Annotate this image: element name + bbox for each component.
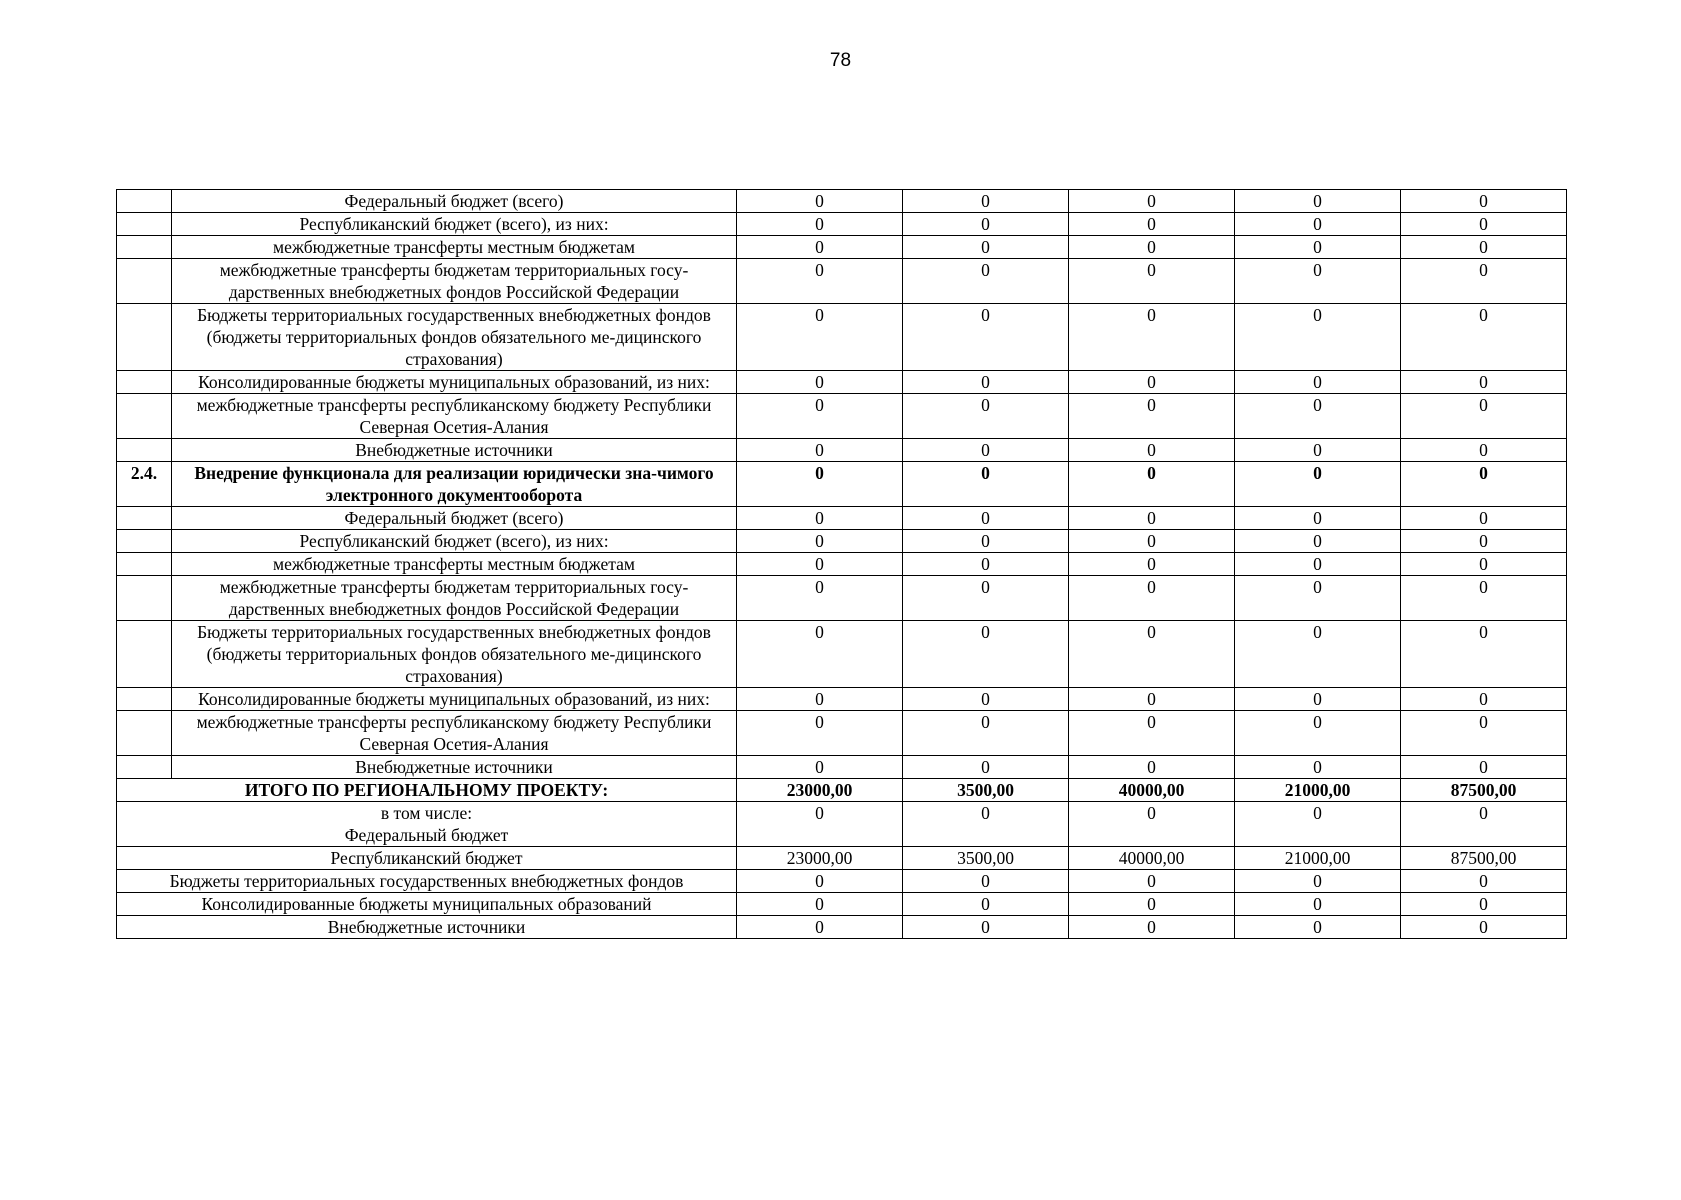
total-value-cell: 0 — [903, 893, 1069, 916]
total-value-cell: 3500,00 — [903, 779, 1069, 802]
value-cell: 0 — [737, 462, 903, 507]
value-cell: 0 — [903, 507, 1069, 530]
value-cell: 0 — [737, 756, 903, 779]
value-cell: 0 — [1401, 688, 1567, 711]
value-cell: 0 — [903, 394, 1069, 439]
row-label: Консолидированные бюджеты муниципальных образований, из них: — [172, 371, 737, 394]
value-cell: 0 — [903, 190, 1069, 213]
row-label: межбюджетные трансферты республиканскому бюджету Республики Северная Осетия-Алания — [172, 394, 737, 439]
total-row — [117, 779, 1567, 802]
value-cell: 0 — [1401, 553, 1567, 576]
row-index — [117, 213, 172, 236]
value-cell: 0 — [903, 621, 1069, 688]
total-value-cell: 0 — [1235, 893, 1401, 916]
row-index — [117, 394, 172, 439]
budget-table — [116, 189, 1567, 939]
value-cell: 0 — [903, 576, 1069, 621]
value-cell: 0 — [1401, 371, 1567, 394]
total-value-cell: 0 — [1235, 870, 1401, 893]
row-label: Бюджеты территориальных государственных внебюджетных фондов (бюджеты территориальных фондов обязательного ме-дицинского страхования) — [172, 621, 737, 688]
value-cell: 0 — [737, 371, 903, 394]
total-value-cell: 40000,00 — [1069, 779, 1235, 802]
row-index — [117, 259, 172, 304]
total-row — [117, 893, 1567, 916]
value-cell: 0 — [1235, 553, 1401, 576]
table-row — [117, 576, 1567, 621]
value-cell: 0 — [903, 688, 1069, 711]
value-cell: 0 — [903, 756, 1069, 779]
total-value-cell: 3500,00 — [903, 847, 1069, 870]
value-cell: 0 — [1069, 259, 1235, 304]
value-cell: 0 — [903, 304, 1069, 371]
value-cell: 0 — [737, 507, 903, 530]
value-cell: 0 — [903, 462, 1069, 507]
row-label: Бюджеты территориальных государственных внебюджетных фондов (бюджеты территориальных фондов обязательного ме-дицинского страхования) — [172, 304, 737, 371]
row-label: Республиканский бюджет (всего), из них: — [172, 530, 737, 553]
value-cell: 0 — [1069, 213, 1235, 236]
value-cell: 0 — [1235, 576, 1401, 621]
value-cell: 0 — [1401, 190, 1567, 213]
total-value-cell: 40000,00 — [1069, 847, 1235, 870]
value-cell: 0 — [737, 190, 903, 213]
total-value-cell: 0 — [1401, 802, 1567, 847]
value-cell: 0 — [1401, 462, 1567, 507]
value-cell: 0 — [1235, 439, 1401, 462]
total-row — [117, 870, 1567, 893]
total-value-cell: 0 — [737, 893, 903, 916]
value-cell: 0 — [737, 439, 903, 462]
total-value-cell: 0 — [1401, 870, 1567, 893]
table-row — [117, 462, 1567, 507]
row-index — [117, 190, 172, 213]
value-cell: 0 — [903, 530, 1069, 553]
value-cell: 0 — [1069, 304, 1235, 371]
value-cell: 0 — [1401, 213, 1567, 236]
total-value-cell: 0 — [1235, 916, 1401, 939]
value-cell: 0 — [1069, 621, 1235, 688]
row-label: Внебюджетные источники — [172, 756, 737, 779]
table-row — [117, 213, 1567, 236]
row-index — [117, 304, 172, 371]
total-value-cell: 87500,00 — [1401, 847, 1567, 870]
value-cell: 0 — [1235, 621, 1401, 688]
total-row — [117, 916, 1567, 939]
value-cell: 0 — [737, 711, 903, 756]
total-value-cell: 0 — [903, 802, 1069, 847]
value-cell: 0 — [737, 236, 903, 259]
value-cell: 0 — [903, 259, 1069, 304]
value-cell: 0 — [1069, 688, 1235, 711]
value-cell: 0 — [903, 213, 1069, 236]
table-row — [117, 190, 1567, 213]
value-cell: 0 — [1401, 394, 1567, 439]
total-value-cell: 0 — [1235, 802, 1401, 847]
table-row — [117, 507, 1567, 530]
row-index — [117, 371, 172, 394]
value-cell: 0 — [1235, 371, 1401, 394]
row-label: Консолидированные бюджеты муниципальных образований, из них: — [172, 688, 737, 711]
value-cell: 0 — [903, 711, 1069, 756]
value-cell: 0 — [1235, 394, 1401, 439]
table-row — [117, 236, 1567, 259]
row-label: межбюджетные трансферты бюджетам территориальных госу-дарственных внебюджетных фондов Российской Федерации — [172, 259, 737, 304]
value-cell: 0 — [1401, 756, 1567, 779]
total-value-cell: 0 — [903, 916, 1069, 939]
value-cell: 0 — [1235, 462, 1401, 507]
total-label: в том числе: Федеральный бюджет — [117, 802, 737, 847]
total-row — [117, 847, 1567, 870]
table-row — [117, 530, 1567, 553]
table-row — [117, 621, 1567, 688]
row-label: Федеральный бюджет (всего) — [172, 507, 737, 530]
total-value-cell: 0 — [1069, 893, 1235, 916]
row-label: Внедрение функционала для реализации юридически зна-чимого электронного документооборота — [172, 462, 737, 507]
total-value-cell: 0 — [1401, 893, 1567, 916]
total-value-cell: 0 — [737, 870, 903, 893]
total-value-cell: 0 — [737, 916, 903, 939]
total-value-cell: 0 — [1069, 870, 1235, 893]
value-cell: 0 — [737, 576, 903, 621]
row-label: Федеральный бюджет (всего) — [172, 190, 737, 213]
value-cell: 0 — [1401, 507, 1567, 530]
total-value-cell: 23000,00 — [737, 779, 903, 802]
row-index — [117, 439, 172, 462]
value-cell: 0 — [737, 213, 903, 236]
value-cell: 0 — [1069, 371, 1235, 394]
total-value-cell: 0 — [1401, 916, 1567, 939]
table-row — [117, 688, 1567, 711]
row-index — [117, 236, 172, 259]
row-label: межбюджетные трансферты местным бюджетам — [172, 553, 737, 576]
value-cell: 0 — [903, 439, 1069, 462]
total-row — [117, 802, 1567, 847]
total-value-cell: 21000,00 — [1235, 779, 1401, 802]
total-value-cell: 0 — [737, 802, 903, 847]
value-cell: 0 — [1401, 621, 1567, 688]
table-row — [117, 394, 1567, 439]
table-row — [117, 756, 1567, 779]
value-cell: 0 — [1235, 711, 1401, 756]
value-cell: 0 — [1235, 190, 1401, 213]
value-cell: 0 — [1069, 576, 1235, 621]
total-value-cell: 21000,00 — [1235, 847, 1401, 870]
table-row — [117, 371, 1567, 394]
value-cell: 0 — [1069, 394, 1235, 439]
value-cell: 0 — [1235, 688, 1401, 711]
value-cell: 0 — [1401, 304, 1567, 371]
value-cell: 0 — [1235, 756, 1401, 779]
row-label: межбюджетные трансферты бюджетам территориальных госу-дарственных внебюджетных фондов Российской Федерации — [172, 576, 737, 621]
value-cell: 0 — [1069, 711, 1235, 756]
value-cell: 0 — [1069, 236, 1235, 259]
total-value-cell: 87500,00 — [1401, 779, 1567, 802]
page-number: 78 — [829, 50, 852, 71]
row-label: Внебюджетные источники — [172, 439, 737, 462]
table-row — [117, 711, 1567, 756]
value-cell: 0 — [1069, 190, 1235, 213]
value-cell: 0 — [1401, 439, 1567, 462]
value-cell: 0 — [1401, 576, 1567, 621]
row-index — [117, 553, 172, 576]
table-row — [117, 439, 1567, 462]
value-cell: 0 — [1401, 711, 1567, 756]
total-value-cell: 0 — [1069, 916, 1235, 939]
table-row — [117, 304, 1567, 371]
value-cell: 0 — [1069, 507, 1235, 530]
value-cell: 0 — [1235, 259, 1401, 304]
row-index — [117, 711, 172, 756]
row-index — [117, 756, 172, 779]
row-index — [117, 507, 172, 530]
row-label: межбюджетные трансферты республиканскому бюджету Республики Северная Осетия-Алания — [172, 711, 737, 756]
value-cell: 0 — [1235, 236, 1401, 259]
total-label: Бюджеты территориальных государственных внебюджетных фондов — [117, 870, 737, 893]
row-label: межбюджетные трансферты местным бюджетам — [172, 236, 737, 259]
value-cell: 0 — [1069, 439, 1235, 462]
row-label: Республиканский бюджет (всего), из них: — [172, 213, 737, 236]
total-label: Внебюджетные источники — [117, 916, 737, 939]
table-row — [117, 259, 1567, 304]
value-cell: 0 — [1401, 530, 1567, 553]
row-index: 2.4. — [117, 462, 172, 507]
row-index — [117, 621, 172, 688]
value-cell: 0 — [903, 553, 1069, 576]
value-cell: 0 — [737, 688, 903, 711]
value-cell: 0 — [1235, 213, 1401, 236]
value-cell: 0 — [737, 304, 903, 371]
value-cell: 0 — [737, 530, 903, 553]
row-index — [117, 688, 172, 711]
value-cell: 0 — [1069, 530, 1235, 553]
total-value-cell: 0 — [903, 870, 1069, 893]
row-index — [117, 530, 172, 553]
total-label: ИТОГО ПО РЕГИОНАЛЬНОМУ ПРОЕКТУ: — [117, 779, 737, 802]
total-value-cell: 0 — [1069, 802, 1235, 847]
row-index — [117, 576, 172, 621]
value-cell: 0 — [1235, 530, 1401, 553]
value-cell: 0 — [1401, 236, 1567, 259]
value-cell: 0 — [903, 371, 1069, 394]
value-cell: 0 — [1069, 756, 1235, 779]
total-value-cell: 23000,00 — [737, 847, 903, 870]
value-cell: 0 — [1069, 553, 1235, 576]
total-label: Консолидированные бюджеты муниципальных образований — [117, 893, 737, 916]
value-cell: 0 — [737, 621, 903, 688]
value-cell: 0 — [737, 394, 903, 439]
value-cell: 0 — [903, 236, 1069, 259]
value-cell: 0 — [1069, 462, 1235, 507]
value-cell: 0 — [1235, 507, 1401, 530]
value-cell: 0 — [1401, 259, 1567, 304]
value-cell: 0 — [1235, 304, 1401, 371]
value-cell: 0 — [737, 259, 903, 304]
table-row — [117, 553, 1567, 576]
total-label: Республиканский бюджет — [117, 847, 737, 870]
value-cell: 0 — [737, 553, 903, 576]
